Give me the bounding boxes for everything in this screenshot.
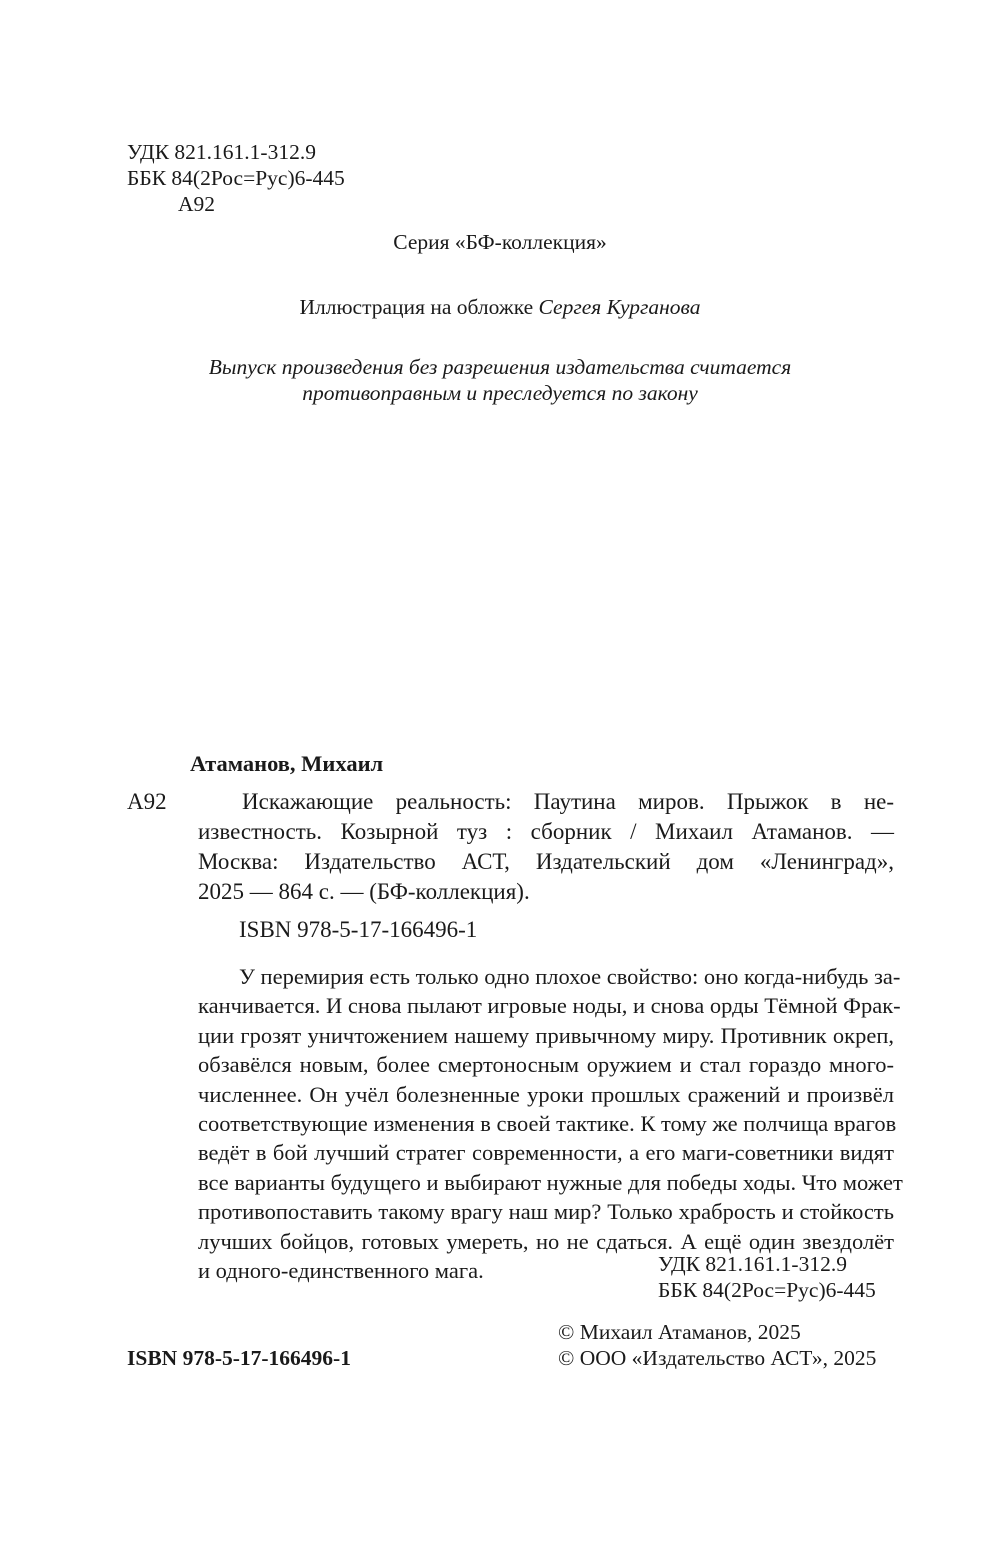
entry-sign: А92 xyxy=(127,789,167,814)
annotation-line: ции грозят уничтожением нашему привычному миру. Противник окреп, xyxy=(198,1022,894,1048)
warning-line-1: Выпуск произведения без разрешения издательства считается xyxy=(208,355,792,379)
bbk-code-bottom: ББК 84(2Рос=Рус)6-445 xyxy=(658,1278,876,1302)
isbn-bottom: ISBN 978-5-17-166496-1 xyxy=(127,1346,351,1370)
udk-code-top: УДК 821.161.1-312.9 xyxy=(127,140,316,164)
entry-description-line: Москва: Издательство АСТ, Издательский дом «Ленинград», xyxy=(198,849,894,874)
annotation-line: канчивается. И снова пылают игровые ноды, и снова орды Тёмной Фрак- xyxy=(198,993,901,1019)
annotation-line: все варианты будущего и выбирают нужные для победы ходы. Что может xyxy=(198,1169,903,1195)
annotation-line: соответствующие изменения в своей тактике. К тому же полчища врагов xyxy=(198,1110,897,1136)
annotation-line: У перемирия есть только одно плохое свойство: оно когда-нибудь за- xyxy=(239,964,901,989)
entry-author: Атаманов, Михаил xyxy=(190,751,384,776)
annotation-line: противопоставить такому врагу наш мир? Только храбрость и стойкость xyxy=(198,1199,894,1225)
entry-description-line: 2025 — 864 с. — (БФ-коллекция). xyxy=(198,879,530,904)
bbk-code-top: ББК 84(2Рос=Рус)6-445 xyxy=(127,166,345,190)
annotation-line: ведёт в бой лучший стратег современности, а его маги-советники видят xyxy=(198,1140,894,1166)
warning-line-2: противоправным и преследуется по закону xyxy=(302,381,698,405)
illustration-credit xyxy=(0,294,1000,320)
udk-code-bottom: УДК 821.161.1-312.9 xyxy=(658,1252,847,1276)
annotation-line: численнее. Он учёл болезненные уроки прошлых сражений и произвёл xyxy=(198,1081,894,1107)
copyright-author: © Михаил Атаманов, 2025 xyxy=(558,1320,801,1344)
annotation-line: и одного-единственного мага. xyxy=(198,1257,484,1283)
entry-description-line: известность. Козырной туз : сборник / Михаил Атаманов. — xyxy=(198,819,894,844)
entry-description xyxy=(198,787,894,907)
annotation xyxy=(198,962,903,1285)
annotation-line: лучших бойцов, готовых умереть, но не сдаться. А ещё один звездолёт xyxy=(198,1228,894,1254)
series-line: Серия «БФ-коллекция» xyxy=(393,230,607,254)
entry-isbn: ISBN 978-5-17-166496-1 xyxy=(239,917,478,942)
illustration-prefix: Иллюстрация на обложке xyxy=(299,295,539,319)
annotation-line: обзавёлся новым, более смертоносным оружием и стал гораздо много- xyxy=(198,1052,894,1078)
entry-description-line: Искажающие реальность: Паутина миров. Прыжок в не- xyxy=(242,789,894,814)
author-sign-top: А92 xyxy=(178,192,216,216)
copyright-publisher: © ООО «Издательство АСТ», 2025 xyxy=(558,1346,877,1370)
illustration-artist: Сергея Курганова xyxy=(538,295,701,319)
